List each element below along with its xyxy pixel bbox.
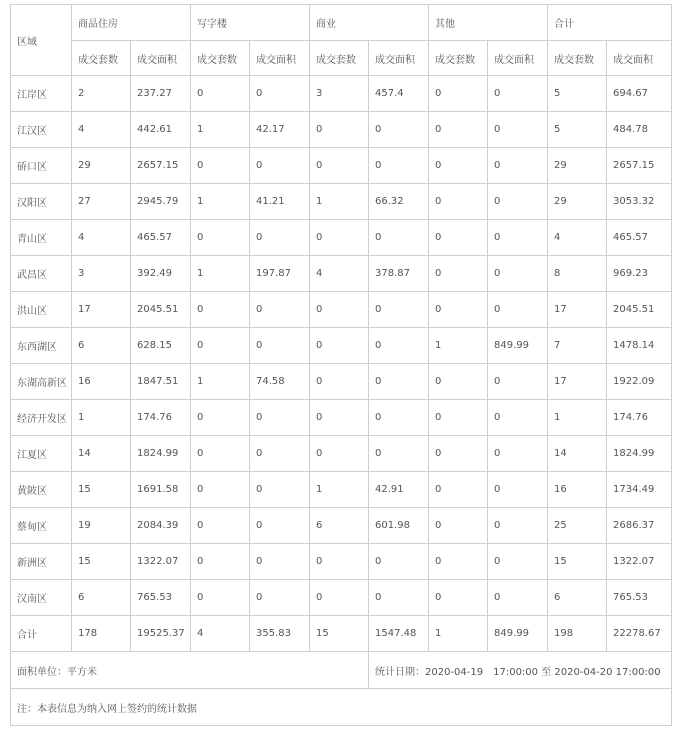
group-header-office: 写字楼 <box>191 5 310 41</box>
area-cell: 0 <box>488 400 548 436</box>
count-cell: 1 <box>191 112 250 148</box>
area-cell: 0 <box>369 112 429 148</box>
table-row <box>11 400 672 436</box>
count-cell: 0 <box>429 580 488 616</box>
district-name: 洪山区 <box>11 292 72 328</box>
count-cell: 16 <box>72 364 131 400</box>
district-name: 江岸区 <box>11 76 72 112</box>
table-row <box>11 112 672 148</box>
count-cell: 0 <box>310 148 369 184</box>
count-cell: 6 <box>310 508 369 544</box>
area-cell: 849.99 <box>488 616 548 652</box>
area-cell: 0 <box>250 220 310 256</box>
area-cell: 0 <box>488 508 548 544</box>
sub-header-area: 成交面积 <box>369 41 429 76</box>
count-cell: 198 <box>548 616 607 652</box>
area-cell: 0 <box>250 544 310 580</box>
area-cell: 0 <box>488 184 548 220</box>
area-cell: 2686.37 <box>607 508 672 544</box>
area-cell: 237.27 <box>131 76 191 112</box>
count-cell: 29 <box>548 184 607 220</box>
table-row <box>11 616 672 652</box>
count-cell: 25 <box>548 508 607 544</box>
count-cell: 0 <box>429 400 488 436</box>
area-cell: 0 <box>250 400 310 436</box>
district-name: 新洲区 <box>11 544 72 580</box>
count-cell: 0 <box>191 400 250 436</box>
area-cell: 484.78 <box>607 112 672 148</box>
sub-header-count: 成交套数 <box>310 41 369 76</box>
district-name: 青山区 <box>11 220 72 256</box>
district-name: 武昌区 <box>11 256 72 292</box>
area-cell: 0 <box>250 472 310 508</box>
count-cell: 0 <box>191 508 250 544</box>
district-name: 汉南区 <box>11 580 72 616</box>
sub-header-count: 成交套数 <box>72 41 131 76</box>
transaction-stats-table <box>10 4 672 726</box>
table-row <box>11 544 672 580</box>
area-cell: 0 <box>250 292 310 328</box>
count-cell: 5 <box>548 76 607 112</box>
area-cell: 0 <box>369 436 429 472</box>
count-cell: 0 <box>429 148 488 184</box>
area-cell: 19525.37 <box>131 616 191 652</box>
count-cell: 1 <box>310 472 369 508</box>
header-row-sub <box>11 41 672 76</box>
area-cell: 0 <box>369 580 429 616</box>
count-cell: 1 <box>429 616 488 652</box>
area-cell: 1847.51 <box>131 364 191 400</box>
area-cell: 0 <box>369 148 429 184</box>
count-cell: 29 <box>72 148 131 184</box>
area-cell: 1322.07 <box>607 544 672 580</box>
area-cell: 0 <box>250 76 310 112</box>
count-cell: 0 <box>429 292 488 328</box>
area-cell: 0 <box>250 148 310 184</box>
table-row <box>11 148 672 184</box>
district-name: 东湖高新区 <box>11 364 72 400</box>
area-cell: 0 <box>488 292 548 328</box>
count-cell: 0 <box>310 400 369 436</box>
count-cell: 0 <box>310 292 369 328</box>
sub-header-count: 成交套数 <box>548 41 607 76</box>
area-cell: 0 <box>488 112 548 148</box>
sub-header-area: 成交面积 <box>131 41 191 76</box>
area-cell: 0 <box>369 400 429 436</box>
area-cell: 1322.07 <box>131 544 191 580</box>
district-name: 合计 <box>11 616 72 652</box>
table-row <box>11 508 672 544</box>
area-cell: 628.15 <box>131 328 191 364</box>
count-cell: 15 <box>548 544 607 580</box>
stat-date-range: 统计日期：2020-04-19 17:00:00 至 2020-04-20 17:00:00 <box>369 652 672 689</box>
district-name: 蔡甸区 <box>11 508 72 544</box>
area-cell: 0 <box>488 148 548 184</box>
district-name: 江夏区 <box>11 436 72 472</box>
area-cell: 765.53 <box>131 580 191 616</box>
table-row <box>11 292 672 328</box>
table-row <box>11 472 672 508</box>
count-cell: 17 <box>548 292 607 328</box>
count-cell: 0 <box>429 220 488 256</box>
area-cell: 0 <box>250 328 310 364</box>
count-cell: 17 <box>548 364 607 400</box>
area-cell: 1824.99 <box>607 436 672 472</box>
table-row <box>11 436 672 472</box>
count-cell: 1 <box>548 400 607 436</box>
data-source-note: 注：本表信息为纳入网上签约的统计数据 <box>11 689 672 726</box>
area-cell: 0 <box>369 364 429 400</box>
area-cell: 442.61 <box>131 112 191 148</box>
area-cell: 392.49 <box>131 256 191 292</box>
table-row <box>11 76 672 112</box>
count-cell: 4 <box>72 112 131 148</box>
district-name: 硚口区 <box>11 148 72 184</box>
count-cell: 0 <box>191 148 250 184</box>
count-cell: 0 <box>310 580 369 616</box>
area-cell: 0 <box>369 544 429 580</box>
area-cell: 0 <box>488 76 548 112</box>
sub-header-area: 成交面积 <box>488 41 548 76</box>
area-cell: 66.32 <box>369 184 429 220</box>
table-row <box>11 328 672 364</box>
count-cell: 14 <box>548 436 607 472</box>
area-cell: 174.76 <box>131 400 191 436</box>
count-cell: 1 <box>429 328 488 364</box>
count-cell: 27 <box>72 184 131 220</box>
sub-header-count: 成交套数 <box>429 41 488 76</box>
count-cell: 0 <box>191 580 250 616</box>
area-cell: 378.87 <box>369 256 429 292</box>
area-cell: 969.23 <box>607 256 672 292</box>
area-cell: 465.57 <box>131 220 191 256</box>
count-cell: 0 <box>429 508 488 544</box>
count-cell: 0 <box>191 472 250 508</box>
count-cell: 4 <box>191 616 250 652</box>
count-cell: 4 <box>310 256 369 292</box>
area-cell: 1922.09 <box>607 364 672 400</box>
count-cell: 1 <box>72 400 131 436</box>
count-cell: 0 <box>310 544 369 580</box>
table-row <box>11 256 672 292</box>
area-cell: 1691.58 <box>131 472 191 508</box>
count-cell: 6 <box>72 580 131 616</box>
count-cell: 0 <box>310 364 369 400</box>
table-row <box>11 364 672 400</box>
table-footer <box>11 652 672 726</box>
count-cell: 0 <box>429 472 488 508</box>
table-row <box>11 220 672 256</box>
area-cell: 694.67 <box>607 76 672 112</box>
area-cell: 849.99 <box>488 328 548 364</box>
count-cell: 0 <box>429 436 488 472</box>
count-cell: 0 <box>429 76 488 112</box>
header-row-groups <box>11 5 672 41</box>
area-cell: 42.91 <box>369 472 429 508</box>
count-cell: 1 <box>310 184 369 220</box>
area-cell: 0 <box>488 220 548 256</box>
area-cell: 2657.15 <box>131 148 191 184</box>
stats-table-wrapper <box>10 4 671 726</box>
district-name: 经济开发区 <box>11 400 72 436</box>
area-cell: 174.76 <box>607 400 672 436</box>
count-cell: 178 <box>72 616 131 652</box>
count-cell: 2 <box>72 76 131 112</box>
area-cell: 0 <box>369 220 429 256</box>
footer-row-note <box>11 689 672 726</box>
area-cell: 0 <box>488 472 548 508</box>
area-cell: 3053.32 <box>607 184 672 220</box>
area-cell: 2945.79 <box>131 184 191 220</box>
count-cell: 0 <box>429 364 488 400</box>
count-cell: 0 <box>310 436 369 472</box>
area-cell: 0 <box>369 328 429 364</box>
district-name: 东西湖区 <box>11 328 72 364</box>
group-header-other: 其他 <box>429 5 548 41</box>
area-cell: 42.17 <box>250 112 310 148</box>
count-cell: 0 <box>191 436 250 472</box>
count-cell: 15 <box>72 544 131 580</box>
area-cell: 2657.15 <box>607 148 672 184</box>
count-cell: 6 <box>72 328 131 364</box>
count-cell: 15 <box>310 616 369 652</box>
count-cell: 0 <box>191 220 250 256</box>
count-cell: 7 <box>548 328 607 364</box>
area-cell: 2045.51 <box>607 292 672 328</box>
count-cell: 8 <box>548 256 607 292</box>
count-cell: 1 <box>191 364 250 400</box>
area-cell: 0 <box>488 364 548 400</box>
count-cell: 6 <box>548 580 607 616</box>
count-cell: 0 <box>429 184 488 220</box>
area-cell: 0 <box>250 580 310 616</box>
group-header-commercial: 商业 <box>310 5 429 41</box>
count-cell: 0 <box>429 112 488 148</box>
area-cell: 74.58 <box>250 364 310 400</box>
area-cell: 0 <box>250 436 310 472</box>
count-cell: 3 <box>310 76 369 112</box>
count-cell: 1 <box>191 256 250 292</box>
area-cell: 457.4 <box>369 76 429 112</box>
area-cell: 0 <box>369 292 429 328</box>
area-cell: 197.87 <box>250 256 310 292</box>
area-cell: 2045.51 <box>131 292 191 328</box>
district-header: 区域 <box>11 5 72 76</box>
district-name: 黄陂区 <box>11 472 72 508</box>
area-cell: 0 <box>488 436 548 472</box>
count-cell: 5 <box>548 112 607 148</box>
count-cell: 1 <box>191 184 250 220</box>
count-cell: 0 <box>191 76 250 112</box>
sub-header-area: 成交面积 <box>250 41 310 76</box>
count-cell: 15 <box>72 472 131 508</box>
area-cell: 0 <box>488 256 548 292</box>
area-cell: 1547.48 <box>369 616 429 652</box>
count-cell: 0 <box>191 292 250 328</box>
table-body <box>11 5 672 652</box>
count-cell: 0 <box>310 328 369 364</box>
count-cell: 17 <box>72 292 131 328</box>
area-cell: 601.98 <box>369 508 429 544</box>
area-unit-note: 面积单位：平方米 <box>11 652 369 689</box>
count-cell: 19 <box>72 508 131 544</box>
count-cell: 0 <box>191 544 250 580</box>
count-cell: 4 <box>72 220 131 256</box>
group-header-residential: 商品住房 <box>72 5 191 41</box>
count-cell: 0 <box>310 220 369 256</box>
sub-header-area: 成交面积 <box>607 41 672 76</box>
count-cell: 0 <box>191 328 250 364</box>
district-name: 江汉区 <box>11 112 72 148</box>
count-cell: 16 <box>548 472 607 508</box>
district-name: 汉阳区 <box>11 184 72 220</box>
table-row <box>11 580 672 616</box>
count-cell: 0 <box>429 544 488 580</box>
count-cell: 4 <box>548 220 607 256</box>
count-cell: 0 <box>429 256 488 292</box>
area-cell: 41.21 <box>250 184 310 220</box>
area-cell: 355.83 <box>250 616 310 652</box>
area-cell: 0 <box>488 580 548 616</box>
sub-header-count: 成交套数 <box>191 41 250 76</box>
area-cell: 0 <box>488 544 548 580</box>
area-cell: 765.53 <box>607 580 672 616</box>
area-cell: 22278.67 <box>607 616 672 652</box>
count-cell: 29 <box>548 148 607 184</box>
count-cell: 14 <box>72 436 131 472</box>
area-cell: 1734.49 <box>607 472 672 508</box>
area-cell: 465.57 <box>607 220 672 256</box>
area-cell: 2084.39 <box>131 508 191 544</box>
area-cell: 1478.14 <box>607 328 672 364</box>
area-cell: 1824.99 <box>131 436 191 472</box>
table-row <box>11 184 672 220</box>
count-cell: 0 <box>310 112 369 148</box>
footer-row-unit-date <box>11 652 672 689</box>
group-header-total: 合计 <box>548 5 672 41</box>
count-cell: 3 <box>72 256 131 292</box>
area-cell: 0 <box>250 508 310 544</box>
